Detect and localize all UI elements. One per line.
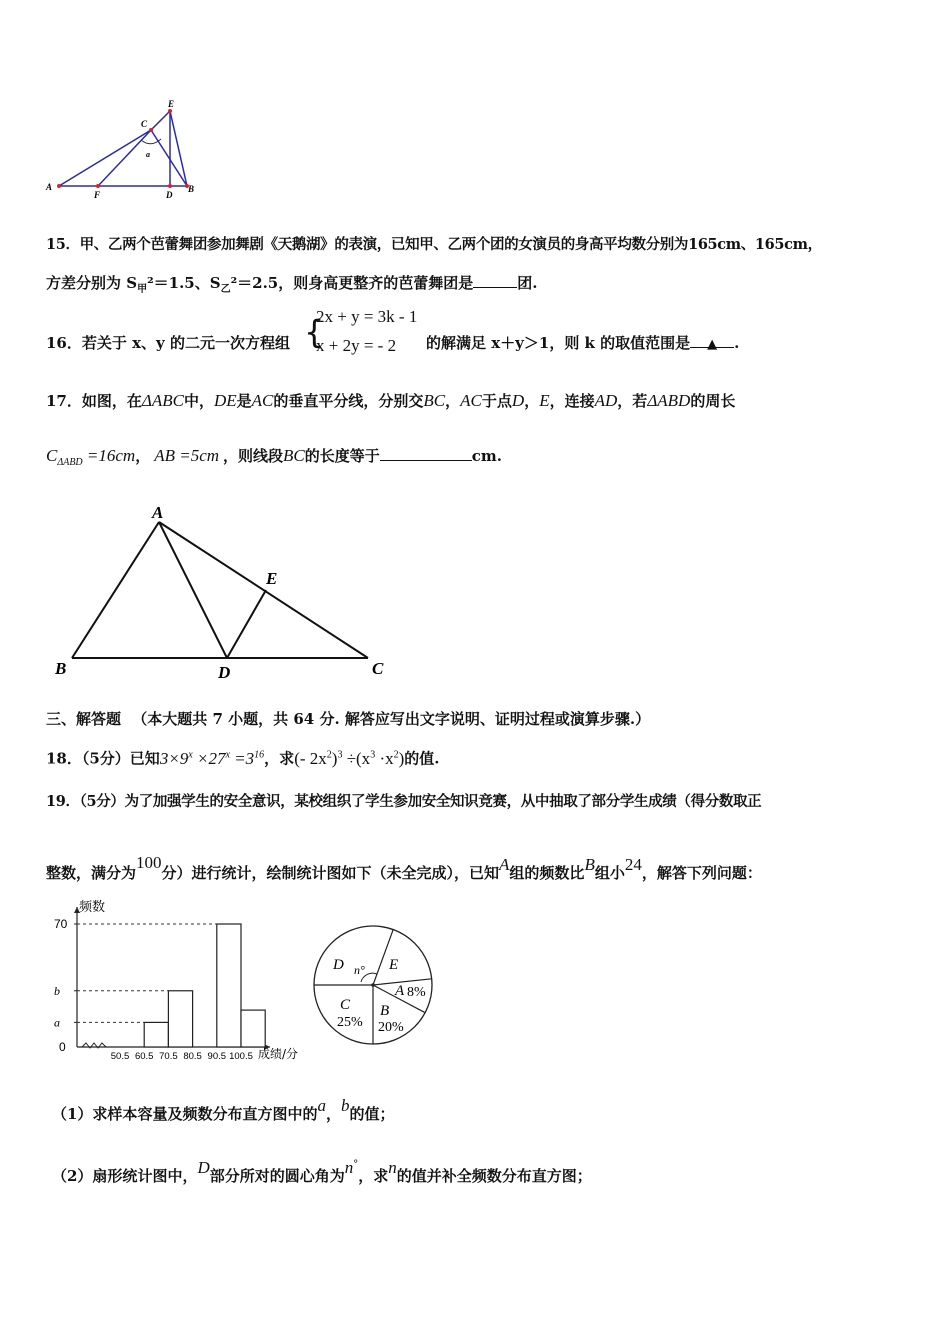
q18-target-expression: [294, 749, 404, 768]
q19-text-e: ，解答下列问题：: [641, 864, 762, 882]
point-f: [96, 184, 100, 188]
q17-segment-ac-2: AC: [460, 391, 482, 410]
q17-text-12: ，则线段: [223, 447, 284, 465]
x-tick-label: 80.5: [183, 1051, 202, 1062]
q18-expr-7: ·x: [375, 748, 394, 768]
line-ce: [151, 111, 170, 130]
q17-answer-blank[interactable]: [380, 446, 472, 461]
label-e: E: [266, 569, 278, 588]
q19-difference: 24: [624, 855, 642, 874]
pie-label-b: B: [380, 1003, 390, 1019]
q19-text-d: 组小: [594, 864, 625, 882]
q19-sub2-text-c: ，求: [358, 1167, 389, 1185]
q19-line2: [46, 853, 762, 883]
point-d: [168, 184, 172, 188]
pie-center: [371, 983, 375, 987]
q18-expr-4: (- 2x: [294, 748, 327, 768]
q19-sub2-text-b: 部分所对的圆心角为: [209, 1167, 345, 1185]
x-tick-label: 60.5: [134, 1051, 154, 1062]
q18-exp-2a: 2: [326, 749, 332, 760]
q17-point-d: D: [511, 391, 525, 410]
q18-expr-1: 3×9: [159, 748, 189, 768]
pie-label-a: A: [395, 983, 405, 999]
q19-sub2-var-n: n: [344, 1158, 354, 1177]
q15-variance-label: 方差分别为 S: [46, 274, 138, 292]
q19-line1: 19．（5分）为了加强学生的安全意识，某校组织了学生参加安全知识竞赛，从中抽取了部分学生成绩（得分数取正: [46, 793, 762, 810]
point-e: [168, 109, 172, 113]
x-tick-label: 100.5: [229, 1051, 253, 1062]
q15-sub-yi: 乙: [220, 284, 231, 295]
y-tick-label: 0: [59, 1040, 66, 1054]
q17-text-10: 的周长: [690, 392, 736, 410]
q17-ab-value: AB =5cm: [154, 446, 220, 465]
section-3-note: （本大题共 7 小题，共 64 分. 解答应写出文字说明、证明过程或演算步骤.）: [132, 710, 651, 728]
pie-value-c: 25%: [337, 1015, 363, 1030]
y-tick-label: a: [54, 1015, 60, 1030]
q16-eq1: 2x + y = 3k - 1: [316, 307, 418, 326]
q17-text-11: ，: [135, 447, 151, 465]
q17-perimeter-c: C: [46, 446, 58, 465]
q19-sub1-var-a: a: [317, 1096, 326, 1115]
histogram-chart: [40, 893, 315, 1065]
q15-line1: 15．甲、乙两个芭蕾舞团参加舞剧《天鹅湖》的表演，已知甲、乙两个团的女演员的身高平均数分别为165cm、165cm，: [46, 236, 822, 253]
q18-expr-8: ): [398, 748, 405, 768]
section-3-title: 三、解答题: [46, 710, 122, 728]
line-eb: [170, 111, 187, 186]
label-a: A: [152, 503, 164, 522]
q15-variance-jia: ²＝1.5、S: [147, 274, 221, 292]
pie-value-d: n°: [354, 963, 365, 977]
q19-text-a: 整数，满分为: [46, 864, 137, 882]
y-tick-label: 70: [54, 917, 68, 931]
q18-mid: ，求: [264, 749, 295, 768]
pie-label-d: D: [333, 957, 344, 973]
q17-text-7: ，: [524, 392, 540, 410]
q16-mid-text: 的解满足 x＋y＞1，则 k 的取值范围是: [426, 334, 691, 352]
q17-segment-bc-2: BC: [283, 446, 305, 465]
label-c: C: [141, 119, 148, 129]
line-ab: [72, 522, 159, 658]
q15-line2: [46, 273, 537, 300]
q19-sub2-var-n2: n: [388, 1158, 397, 1177]
q19-sub2-end: 的值并补全频数分布直方图；: [396, 1167, 592, 1185]
q19-text-b: 分）进行统计，绘制统计图如下（未全完成），已知: [161, 864, 500, 882]
q19-sub1: [52, 1096, 394, 1124]
q17-text-3: 是: [236, 392, 252, 410]
q16-answer-blank[interactable]: [690, 333, 734, 352]
q17-perimeter-value: =16cm: [82, 446, 136, 465]
q19-sub2-text: （2）扇形统计图中，: [52, 1167, 198, 1185]
q17-text-5: ，: [445, 392, 461, 410]
q17-text-2: 中，: [183, 392, 214, 410]
q19-full-score: 100: [136, 853, 162, 872]
q19-group-a: A: [499, 855, 510, 874]
q17-point-e: E: [539, 391, 550, 410]
label-b: B: [188, 184, 195, 194]
pie-label-c: C: [340, 997, 351, 1013]
histogram-bar: [217, 924, 241, 1047]
section-3-heading: [46, 709, 650, 729]
label-b: B: [55, 659, 67, 678]
x-tick-label: 70.5: [159, 1051, 178, 1062]
q17-text-4: 的垂直平分线，分别交: [273, 392, 424, 410]
q18: [46, 745, 440, 769]
label-a: A: [46, 182, 53, 192]
q15-sub-jia: 甲: [137, 284, 148, 295]
q19-group-b: B: [584, 855, 595, 874]
q19-sub2: [52, 1155, 592, 1186]
q18-exp-3b: 3: [370, 749, 376, 760]
q17-text-1: 17．如图，在: [46, 392, 142, 410]
q18-given-equation: [160, 749, 264, 768]
q18-expr-6: ÷(x: [342, 748, 371, 768]
q19-sub1-comma: ，: [325, 1105, 341, 1123]
label-c: C: [372, 659, 384, 678]
q19-sub1-text: （1）求样本容量及频数分布直方图中的: [52, 1105, 318, 1123]
y-axis-label: 频数: [79, 900, 106, 915]
q19-sub2-degree: °: [353, 1159, 359, 1170]
histogram-bar: [241, 1010, 265, 1047]
q17-segment-bc: BC: [423, 391, 446, 410]
pie-value-b: 20%: [378, 1020, 404, 1035]
x-tick-label: 90.5: [207, 1051, 227, 1062]
x-axis-label: 成绩/分: [258, 1047, 299, 1061]
label-d: D: [166, 190, 173, 200]
q18-expr-3: =3: [229, 748, 255, 768]
q15-answer-blank[interactable]: [473, 273, 517, 288]
label-angle-a: a: [146, 150, 150, 159]
point-c: [149, 128, 153, 132]
q17-segment-de: DE: [213, 391, 237, 410]
label-f: F: [94, 190, 101, 200]
q18-end: 的值.: [404, 749, 440, 768]
q19-text-c: 组的频数比: [509, 864, 585, 882]
q18-exp-x1: x: [188, 749, 193, 760]
figure-14: [40, 96, 210, 204]
line-de: [227, 590, 266, 658]
pie-chart: [310, 917, 440, 1049]
x-tick-label: 50.5: [110, 1051, 130, 1062]
q16-prefix: 16．若关于 x、y 的二元一次方程组: [46, 334, 290, 352]
q17-text-13: 的长度等于: [304, 447, 380, 465]
line-ac: [159, 522, 368, 658]
q18-expr-2: ×27: [192, 748, 226, 768]
line-cb: [151, 130, 187, 186]
q17-segment-ac: AC: [251, 391, 274, 410]
pie-label-e: E: [389, 957, 399, 973]
q18-exp-16: 16: [254, 749, 265, 760]
q18-exp-x2: x: [225, 749, 230, 760]
pie-value-a: 8%: [407, 985, 426, 1000]
q17-text-6: 于点: [481, 392, 512, 410]
q17-triangle-abc: ΔABC: [141, 391, 184, 410]
q17-segment-ad: AD: [594, 391, 618, 410]
q18-expr-5: ): [331, 748, 338, 768]
q18-exp-3a: 3: [337, 749, 343, 760]
q17-text-9: ，若: [617, 392, 648, 410]
q17-text-14: cm.: [471, 447, 503, 465]
q17-line2: [46, 446, 502, 473]
q17-text-8: ，连接: [549, 392, 595, 410]
q16-end: .: [734, 334, 740, 352]
label-d: D: [218, 663, 231, 682]
histogram-bar: [168, 991, 192, 1047]
q18-prefix: 18．（5分）已知: [46, 749, 160, 768]
q16-triangle-icon: ▲: [707, 337, 718, 352]
point-a: [57, 184, 61, 188]
line-ad: [159, 522, 227, 658]
histogram-bar: [144, 1022, 168, 1047]
label-e: E: [168, 99, 175, 109]
q19-sub2-var-d: D: [197, 1158, 210, 1177]
y-tick-label: b: [54, 983, 60, 998]
q19-sub1-var-b: b: [340, 1096, 350, 1115]
q16-condition: [426, 333, 739, 353]
q17-line1: [46, 391, 735, 411]
q18-exp-2b: 2: [393, 749, 399, 760]
q17-triangle-abd: ΔABD: [647, 391, 691, 410]
q15-variance-yi: ²＝2.5，则身高更整齐的芭蕾舞团是: [230, 274, 474, 292]
q17-perimeter-sub: ΔABD: [57, 457, 83, 468]
q16-eq2: x + 2y = - 2: [316, 336, 397, 355]
q19-sub1-end: 的值；: [349, 1105, 395, 1123]
q15-end: 团.: [517, 274, 538, 292]
figure-17: [46, 496, 396, 686]
q16-brace: {: [304, 313, 325, 351]
